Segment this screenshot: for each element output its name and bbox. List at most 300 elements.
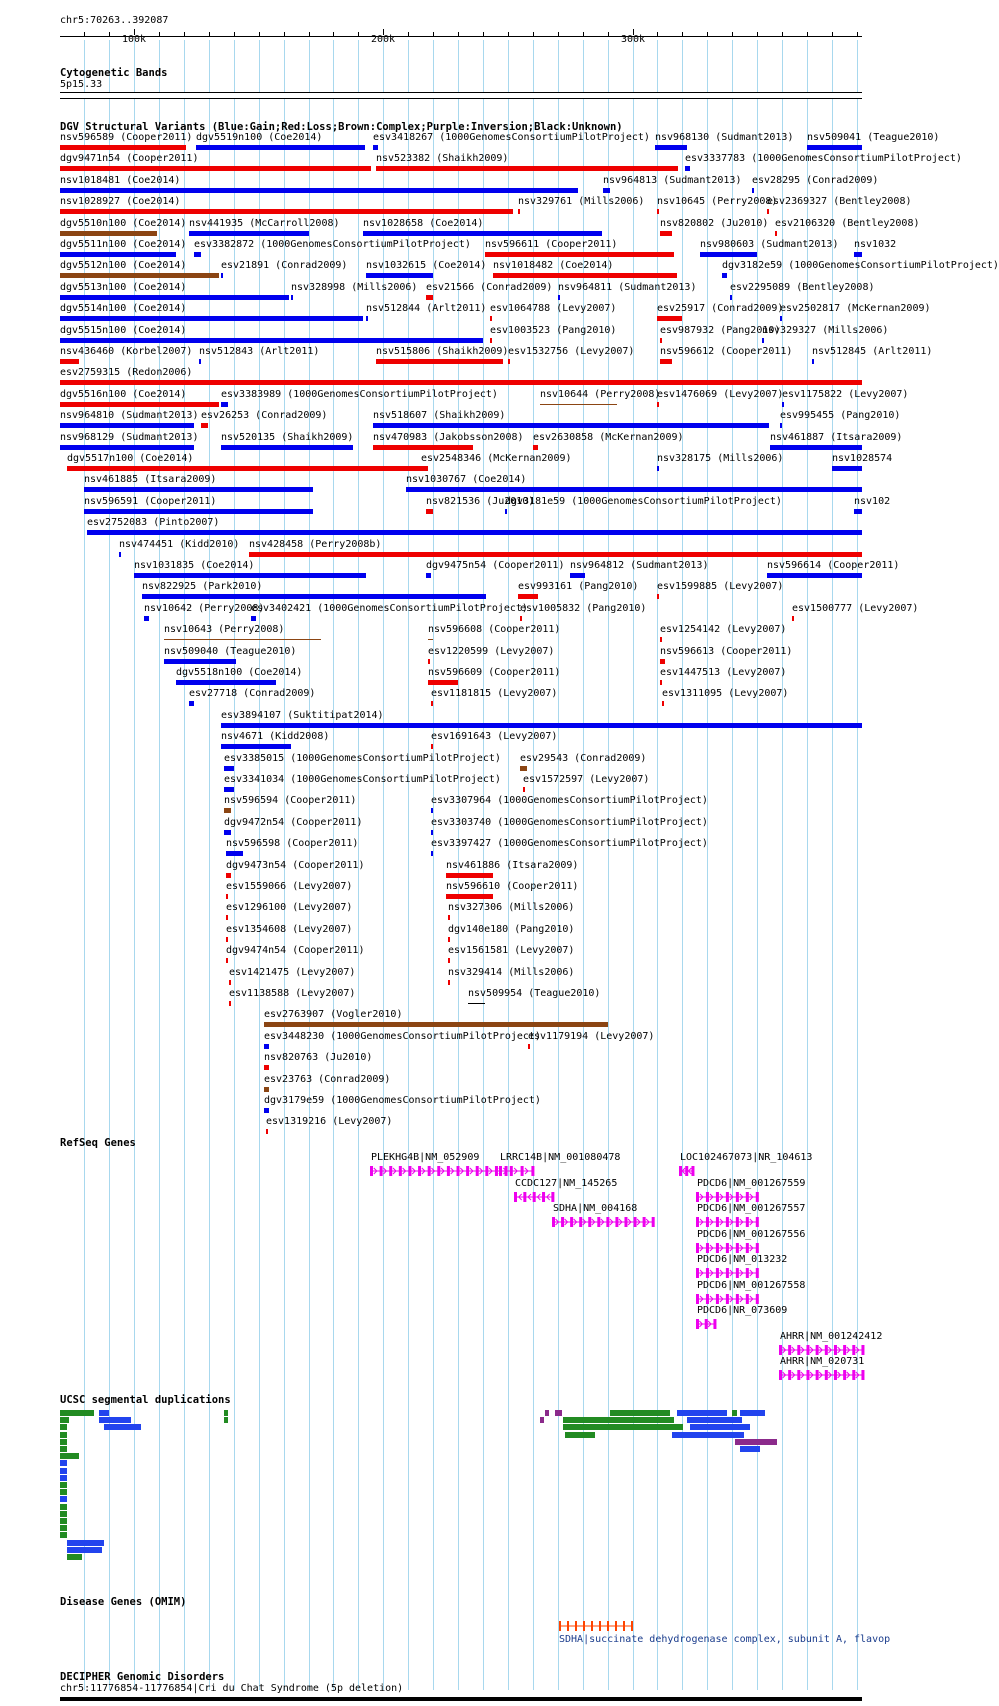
gene-label[interactable]: PDCD6|NM_001267559 xyxy=(697,1178,806,1189)
variant-bar[interactable] xyxy=(428,639,433,640)
variant-bar[interactable] xyxy=(520,766,527,771)
variant-bar[interactable] xyxy=(508,359,510,364)
variant-label[interactable]: nsv509040 (Teague2010) xyxy=(164,646,297,657)
variant-label[interactable]: esv3402421 (1000GenomesConsortiumPilotProject) xyxy=(251,603,528,614)
segdup-block[interactable] xyxy=(565,1432,595,1438)
variant-label[interactable]: esv3418267 (1000GenomesConsortiumPilotProject) xyxy=(373,132,650,143)
variant-label[interactable]: esv987932 (Pang2010) xyxy=(660,325,781,336)
variant-label[interactable]: dgv9475n54 (Cooper2011) xyxy=(426,560,565,571)
variant-label[interactable]: nsv821536 (Ju2010) xyxy=(426,496,535,507)
variant-bar[interactable] xyxy=(266,1129,268,1134)
variant-bar[interactable] xyxy=(528,1044,530,1049)
variant-label[interactable]: esv3382872 (1000GenomesConsortiumPilotProject) xyxy=(194,239,471,250)
segdup-block[interactable] xyxy=(224,1410,228,1416)
variant-bar[interactable] xyxy=(87,530,862,535)
variant-bar[interactable] xyxy=(142,594,486,599)
variant-bar[interactable] xyxy=(224,830,231,835)
gene-model[interactable] xyxy=(371,1165,508,1177)
segdup-block[interactable] xyxy=(60,1439,67,1445)
segdup-block[interactable] xyxy=(60,1532,67,1538)
variant-label[interactable]: esv26253 (Conrad2009) xyxy=(201,410,328,421)
variant-label[interactable]: esv1559066 (Levy2007) xyxy=(226,881,353,892)
variant-bar[interactable] xyxy=(448,958,450,963)
segdup-block[interactable] xyxy=(99,1410,109,1416)
variant-label[interactable]: nsv596608 (Cooper2011) xyxy=(428,624,561,635)
variant-label[interactable]: dgv5519n100 (Coe2014) xyxy=(196,132,323,143)
variant-label[interactable]: esv2763907 (Vogler2010) xyxy=(264,1009,403,1020)
variant-label[interactable]: dgv5511n100 (Coe2014) xyxy=(60,239,187,250)
variant-bar[interactable] xyxy=(67,466,421,471)
variant-label[interactable]: esv1447513 (Levy2007) xyxy=(660,667,787,678)
gene-label[interactable]: LRRC14B|NM_001080478 xyxy=(500,1152,621,1163)
segdup-block[interactable] xyxy=(60,1511,67,1517)
gene-label[interactable]: AHRR|NM_001242412 xyxy=(780,1331,883,1342)
segdup-block[interactable] xyxy=(637,1417,674,1423)
variant-bar[interactable] xyxy=(752,188,754,193)
variant-label[interactable]: nsv968130 (Sudmant2013) xyxy=(655,132,794,143)
variant-label[interactable]: nsv596614 (Cooper2011) xyxy=(767,560,900,571)
variant-bar[interactable] xyxy=(446,894,493,899)
variant-label[interactable]: dgv5512n100 (Coe2014) xyxy=(60,260,187,271)
variant-label[interactable]: esv1138588 (Levy2007) xyxy=(229,988,356,999)
variant-label[interactable]: nsv596611 (Cooper2011) xyxy=(485,239,618,250)
variant-bar[interactable] xyxy=(60,359,79,364)
variant-bar[interactable] xyxy=(660,659,665,664)
segdup-block[interactable] xyxy=(104,1424,141,1430)
variant-label[interactable]: nsv596610 (Cooper2011) xyxy=(446,881,579,892)
variant-bar[interactable] xyxy=(657,594,659,599)
variant-bar[interactable] xyxy=(660,637,662,642)
variant-bar[interactable] xyxy=(84,487,313,492)
variant-label[interactable]: esv993161 (Pang2010) xyxy=(518,581,639,592)
variant-label[interactable]: esv1421475 (Levy2007) xyxy=(229,967,356,978)
segdup-block[interactable] xyxy=(60,1453,79,1459)
variant-label[interactable]: esv3894107 (Suktitipat2014) xyxy=(221,710,384,721)
segdup-block[interactable] xyxy=(740,1446,760,1452)
variant-bar[interactable] xyxy=(518,594,538,599)
variant-label[interactable]: nsv436460 (Korbel2007) xyxy=(60,346,193,357)
variant-bar[interactable] xyxy=(264,1022,608,1027)
variant-bar[interactable] xyxy=(221,273,223,278)
gene-model[interactable] xyxy=(697,1267,759,1279)
variant-bar[interactable] xyxy=(196,145,365,150)
variant-bar[interactable] xyxy=(406,487,862,492)
gene-label[interactable]: PDCD6|NR_073609 xyxy=(697,1305,788,1316)
variant-label[interactable]: nsv1018482 (Coe2014) xyxy=(493,260,614,271)
variant-label[interactable]: nsv509954 (Teague2010) xyxy=(468,988,601,999)
variant-label[interactable]: dgv5515n100 (Coe2014) xyxy=(60,325,187,336)
segdup-block[interactable] xyxy=(540,1417,544,1423)
variant-bar[interactable] xyxy=(251,616,256,621)
segdup-block[interactable] xyxy=(67,1540,104,1546)
gene-model[interactable] xyxy=(680,1165,694,1177)
variant-label[interactable]: esv27718 (Conrad2009) xyxy=(189,688,316,699)
variant-bar[interactable] xyxy=(660,338,662,343)
variant-label[interactable]: esv2752083 (Pinto2007) xyxy=(87,517,220,528)
segdup-block[interactable] xyxy=(60,1468,67,1474)
variant-label[interactable]: nsv968129 (Sudmant2013) xyxy=(60,432,199,443)
variant-label[interactable]: nsv329327 (Mills2006) xyxy=(762,325,889,336)
variant-label[interactable]: esv1354608 (Levy2007) xyxy=(226,924,353,935)
variant-bar[interactable] xyxy=(194,252,201,257)
variant-label[interactable]: esv25917 (Conrad2009) xyxy=(657,303,784,314)
variant-label[interactable]: esv23763 (Conrad2009) xyxy=(264,1074,391,1085)
variant-bar[interactable] xyxy=(60,273,219,278)
variant-bar[interactable] xyxy=(490,338,492,343)
segdup-block[interactable] xyxy=(672,1432,744,1438)
variant-bar[interactable] xyxy=(657,402,659,407)
variant-bar[interactable] xyxy=(226,873,231,878)
variant-bar[interactable] xyxy=(426,295,433,300)
gene-label[interactable]: PDCD6|NM_013232 xyxy=(697,1254,788,1265)
variant-bar[interactable] xyxy=(485,252,674,257)
variant-bar[interactable] xyxy=(431,851,433,856)
variant-label[interactable]: esv2759315 (Redon2006) xyxy=(60,367,193,378)
variant-label[interactable]: nsv328998 (Mills2006) xyxy=(291,282,418,293)
gene-label[interactable]: PDCD6|NM_001267557 xyxy=(697,1203,806,1214)
gene-label[interactable]: CCDC127|NM_145265 xyxy=(515,1178,618,1189)
variant-bar[interactable] xyxy=(264,1044,269,1049)
variant-label[interactable]: esv3307964 (1000GenomesConsortiumPilotProject) xyxy=(431,795,708,806)
segdup-block[interactable] xyxy=(690,1424,750,1430)
variant-label[interactable]: esv29543 (Conrad2009) xyxy=(520,753,647,764)
gene-label[interactable]: SDHA|NM_004168 xyxy=(553,1203,638,1214)
variant-bar[interactable] xyxy=(780,423,782,428)
variant-bar[interactable] xyxy=(431,744,433,749)
variant-label[interactable]: dgv3182e59 (1000GenomesConsortiumPilotProject) xyxy=(722,260,999,271)
variant-bar[interactable] xyxy=(60,338,483,343)
variant-bar[interactable] xyxy=(428,659,430,664)
variant-bar[interactable] xyxy=(490,316,492,321)
variant-label[interactable]: nsv329761 (Mills2006) xyxy=(518,196,645,207)
gene-label[interactable]: PDCD6|NM_001267558 xyxy=(697,1280,806,1291)
gene-model[interactable] xyxy=(780,1369,864,1381)
variant-label[interactable]: dgv5517n100 (Coe2014) xyxy=(67,453,194,464)
variant-bar[interactable] xyxy=(366,316,368,321)
variant-label[interactable]: nsv596598 (Cooper2011) xyxy=(226,838,359,849)
segdup-block[interactable] xyxy=(687,1417,742,1423)
variant-label[interactable]: esv2548346 (McKernan2009) xyxy=(421,453,572,464)
variant-label[interactable]: nsv596613 (Cooper2011) xyxy=(660,646,793,657)
variant-label[interactable]: esv1532756 (Levy2007) xyxy=(508,346,635,357)
variant-bar[interactable] xyxy=(164,659,236,664)
variant-label[interactable]: dgv5516n100 (Coe2014) xyxy=(60,389,187,400)
variant-bar[interactable] xyxy=(249,552,862,557)
variant-label[interactable]: esv3397427 (1000GenomesConsortiumPilotProject) xyxy=(431,838,708,849)
variant-label[interactable]: esv3383989 (1000GenomesConsortiumPilotProject) xyxy=(221,389,498,400)
variant-label[interactable]: nsv820763 (Ju2010) xyxy=(264,1052,373,1063)
variant-label[interactable]: dgv5510n100 (Coe2014) xyxy=(60,218,187,229)
variant-label[interactable]: esv2295089 (Bentley2008) xyxy=(730,282,875,293)
variant-label[interactable]: nsv980603 (Sudmant2013) xyxy=(700,239,839,250)
variant-bar[interactable] xyxy=(373,423,769,428)
segdup-block[interactable] xyxy=(740,1410,765,1416)
variant-bar[interactable] xyxy=(770,445,862,450)
variant-label[interactable]: nsv1028574 xyxy=(832,453,893,464)
segdup-block[interactable] xyxy=(60,1496,67,1502)
variant-bar[interactable] xyxy=(570,573,585,578)
variant-label[interactable]: nsv10645 (Perry2008) xyxy=(657,196,778,207)
variant-bar[interactable] xyxy=(730,295,732,300)
variant-bar[interactable] xyxy=(229,1001,231,1006)
variant-label[interactable]: dgv140e180 (Pang2010) xyxy=(448,924,575,935)
variant-label[interactable]: nsv1030767 (Coe2014) xyxy=(406,474,527,485)
variant-bar[interactable] xyxy=(224,787,234,792)
variant-bar[interactable] xyxy=(226,894,228,899)
variant-bar[interactable] xyxy=(60,402,219,407)
variant-bar[interactable] xyxy=(832,466,862,471)
variant-bar[interactable] xyxy=(603,188,610,193)
variant-label[interactable]: nsv512844 (Arlt2011) xyxy=(366,303,487,314)
variant-label[interactable]: dgv9471n54 (Cooper2011) xyxy=(60,153,199,164)
variant-bar[interactable] xyxy=(780,316,782,321)
variant-bar[interactable] xyxy=(226,937,228,942)
variant-bar[interactable] xyxy=(431,808,433,813)
variant-bar[interactable] xyxy=(807,145,862,150)
segdup-block[interactable] xyxy=(735,1439,777,1445)
variant-bar[interactable] xyxy=(376,166,678,171)
variant-label[interactable]: nsv520135 (Shaikh2009) xyxy=(221,432,354,443)
variant-bar[interactable] xyxy=(176,680,276,685)
variant-label[interactable]: nsv1028927 (Coe2014) xyxy=(60,196,181,207)
gene-label[interactable]: LOC102467073|NR_104613 xyxy=(680,1152,813,1163)
variant-bar[interactable] xyxy=(431,830,433,835)
variant-label[interactable]: nsv428458 (Perry2008b) xyxy=(249,539,382,550)
variant-bar[interactable] xyxy=(767,573,862,578)
variant-bar[interactable] xyxy=(60,209,513,214)
variant-bar[interactable] xyxy=(775,231,777,236)
variant-bar[interactable] xyxy=(762,338,764,343)
variant-bar[interactable] xyxy=(657,466,659,471)
variant-bar[interactable] xyxy=(421,466,428,471)
variant-bar[interactable] xyxy=(558,295,560,300)
segdup-block[interactable] xyxy=(60,1446,67,1452)
variant-label[interactable]: dgv3181e59 (1000GenomesConsortiumPilotProject) xyxy=(505,496,782,507)
variant-label[interactable]: esv2502817 (McKernan2009) xyxy=(780,303,931,314)
variant-label[interactable]: dgv9474n54 (Cooper2011) xyxy=(226,945,365,956)
variant-label[interactable]: nsv515806 (Shaikh2009) xyxy=(376,346,509,357)
variant-label[interactable]: nsv518607 (Shaikh2009) xyxy=(373,410,506,421)
variant-bar[interactable] xyxy=(199,359,201,364)
variant-bar[interactable] xyxy=(264,1087,269,1092)
variant-bar[interactable] xyxy=(60,380,862,385)
segdup-block[interactable] xyxy=(60,1410,94,1416)
variant-label[interactable]: nsv470983 (Jakobsson2008) xyxy=(373,432,524,443)
variant-label[interactable]: nsv509041 (Teague2010) xyxy=(807,132,940,143)
segdup-block[interactable] xyxy=(60,1475,67,1481)
variant-label[interactable]: esv1561581 (Levy2007) xyxy=(448,945,575,956)
variant-bar[interactable] xyxy=(60,166,371,171)
variant-label[interactable]: nsv461887 (Itsara2009) xyxy=(770,432,903,443)
variant-label[interactable]: nsv822925 (Park2010) xyxy=(142,581,263,592)
variant-bar[interactable] xyxy=(426,509,433,514)
variant-bar[interactable] xyxy=(373,145,378,150)
gene-model[interactable] xyxy=(697,1216,759,1228)
variant-label[interactable]: esv1572597 (Levy2007) xyxy=(523,774,650,785)
variant-label[interactable]: nsv964811 (Sudmant2013) xyxy=(558,282,697,293)
variant-label[interactable]: dgv9472n54 (Cooper2011) xyxy=(224,817,363,828)
omim-gene-glyph[interactable] xyxy=(559,1620,639,1632)
variant-label[interactable]: nsv10643 (Perry2008) xyxy=(164,624,285,635)
variant-bar[interactable] xyxy=(657,316,682,321)
variant-bar[interactable] xyxy=(229,980,231,985)
omim-gene-label[interactable]: SDHA|succinate dehydrogenase complex, subunit A, flavop xyxy=(559,1634,891,1645)
variant-bar[interactable] xyxy=(201,423,208,428)
variant-bar[interactable] xyxy=(660,231,672,236)
segdup-block[interactable] xyxy=(60,1432,67,1438)
variant-bar[interactable] xyxy=(448,915,450,920)
variant-bar[interactable] xyxy=(792,616,794,621)
segdup-block[interactable] xyxy=(610,1410,670,1416)
variant-bar[interactable] xyxy=(722,273,727,278)
cyto-band-bar[interactable] xyxy=(60,92,862,99)
variant-label[interactable]: esv995455 (Pang2010) xyxy=(780,410,901,421)
variant-bar[interactable] xyxy=(685,166,690,171)
variant-label[interactable]: esv21891 (Conrad2009) xyxy=(221,260,348,271)
variant-bar[interactable] xyxy=(363,231,602,236)
variant-bar[interactable] xyxy=(189,231,309,236)
variant-label[interactable]: nsv964810 (Sudmant2013) xyxy=(60,410,199,421)
variant-label[interactable]: esv2106320 (Bentley2008) xyxy=(775,218,920,229)
variant-bar[interactable] xyxy=(60,231,157,236)
variant-bar[interactable] xyxy=(60,145,186,150)
variant-label[interactable]: esv1691643 (Levy2007) xyxy=(431,731,558,742)
variant-bar[interactable] xyxy=(226,958,228,963)
segdup-block[interactable] xyxy=(545,1410,549,1416)
variant-label[interactable]: esv1599885 (Levy2007) xyxy=(657,581,784,592)
decipher-label[interactable]: chr5:11776854-11776854|Cri du Chat Syndrome (5p deletion) xyxy=(60,1683,404,1694)
variant-label[interactable]: esv1500777 (Levy2007) xyxy=(792,603,919,614)
gene-model[interactable] xyxy=(780,1344,864,1356)
variant-bar[interactable] xyxy=(60,316,363,321)
variant-label[interactable]: esv28295 (Conrad2009) xyxy=(752,175,879,186)
variant-bar[interactable] xyxy=(493,273,677,278)
variant-bar[interactable] xyxy=(221,744,291,749)
decipher-bar[interactable] xyxy=(60,1697,862,1701)
variant-label[interactable]: nsv523382 (Shaikh2009) xyxy=(376,153,509,164)
segdup-block[interactable] xyxy=(732,1410,737,1416)
variant-label[interactable]: esv2630858 (McKernan2009) xyxy=(533,432,684,443)
variant-label[interactable]: nsv512845 (Arlt2011) xyxy=(812,346,933,357)
variant-label[interactable]: nsv1032 xyxy=(854,239,897,250)
gene-model[interactable] xyxy=(553,1216,655,1228)
variant-label[interactable]: nsv820802 (Ju2010) xyxy=(660,218,769,229)
variant-label[interactable]: nsv10644 (Perry2008) xyxy=(540,389,661,400)
variant-label[interactable]: nsv512843 (Arlt2011) xyxy=(199,346,320,357)
variant-bar[interactable] xyxy=(518,209,520,214)
variant-label[interactable]: esv1220599 (Levy2007) xyxy=(428,646,555,657)
variant-bar[interactable] xyxy=(221,723,862,728)
variant-label[interactable]: esv1175822 (Levy2007) xyxy=(782,389,909,400)
variant-label[interactable]: nsv4671 (Kidd2008) xyxy=(221,731,330,742)
variant-bar[interactable] xyxy=(520,616,522,621)
variant-label[interactable]: nsv328175 (Mills2006) xyxy=(657,453,784,464)
variant-label[interactable]: dgv5518n100 (Coe2014) xyxy=(176,667,303,678)
variant-bar[interactable] xyxy=(854,252,862,257)
variant-label[interactable]: nsv329414 (Mills2006) xyxy=(448,967,575,978)
gene-label[interactable]: PDCD6|NM_001267556 xyxy=(697,1229,806,1240)
variant-bar[interactable] xyxy=(700,252,757,257)
variant-label[interactable]: esv3341034 (1000GenomesConsortiumPilotProject) xyxy=(224,774,501,785)
gene-label[interactable]: AHRR|NM_020731 xyxy=(780,1356,865,1367)
segdup-block[interactable] xyxy=(677,1410,727,1416)
variant-label[interactable]: nsv596594 (Cooper2011) xyxy=(224,795,357,806)
variant-bar[interactable] xyxy=(84,509,313,514)
variant-label[interactable]: nsv10642 (Perry2008) xyxy=(144,603,265,614)
variant-label[interactable]: esv21566 (Conrad2009) xyxy=(426,282,553,293)
variant-bar[interactable] xyxy=(60,445,194,450)
variant-label[interactable]: nsv102 xyxy=(854,496,891,507)
variant-label[interactable]: nsv596612 (Cooper2011) xyxy=(660,346,793,357)
variant-bar[interactable] xyxy=(448,980,450,985)
variant-bar[interactable] xyxy=(533,445,538,450)
variant-bar[interactable] xyxy=(376,359,503,364)
variant-bar[interactable] xyxy=(662,701,664,706)
gene-model[interactable] xyxy=(500,1165,534,1177)
variant-bar[interactable] xyxy=(60,295,289,300)
variant-label[interactable]: esv1179194 (Levy2007) xyxy=(528,1031,655,1042)
variant-bar[interactable] xyxy=(431,701,433,706)
gene-model[interactable] xyxy=(697,1293,759,1305)
variant-bar[interactable] xyxy=(448,937,450,942)
segdup-block[interactable] xyxy=(563,1424,683,1430)
variant-label[interactable]: nsv1018481 (Coe2014) xyxy=(60,175,181,186)
variant-label[interactable]: esv3337783 (1000GenomesConsortiumPilotProject) xyxy=(685,153,962,164)
gene-model[interactable] xyxy=(697,1242,759,1254)
variant-label[interactable]: esv1005832 (Pang2010) xyxy=(520,603,647,614)
variant-label[interactable]: esv3385015 (1000GenomesConsortiumPilotProject) xyxy=(224,753,501,764)
variant-label[interactable]: nsv441935 (McCarroll2008) xyxy=(189,218,340,229)
segdup-block[interactable] xyxy=(60,1504,67,1510)
variant-label[interactable]: dgv3179e59 (1000GenomesConsortiumPilotProject) xyxy=(264,1095,541,1106)
segdup-block[interactable] xyxy=(224,1417,228,1423)
variant-bar[interactable] xyxy=(446,873,493,878)
variant-bar[interactable] xyxy=(540,404,617,405)
variant-label[interactable]: dgv5514n100 (Coe2014) xyxy=(60,303,187,314)
variant-bar[interactable] xyxy=(812,359,814,364)
variant-bar[interactable] xyxy=(144,616,149,621)
variant-bar[interactable] xyxy=(505,509,507,514)
variant-bar[interactable] xyxy=(291,295,293,300)
segdup-block[interactable] xyxy=(67,1554,82,1560)
variant-bar[interactable] xyxy=(264,1108,269,1113)
variant-label[interactable]: esv3448230 (1000GenomesConsortiumPilotProject) xyxy=(264,1031,541,1042)
variant-bar[interactable] xyxy=(226,851,243,856)
variant-bar[interactable] xyxy=(782,402,784,407)
segdup-block[interactable] xyxy=(60,1417,69,1423)
segdup-block[interactable] xyxy=(555,1410,562,1416)
variant-bar[interactable] xyxy=(655,145,687,150)
variant-bar[interactable] xyxy=(60,423,194,428)
variant-label[interactable]: nsv596589 (Cooper2011) xyxy=(60,132,193,143)
variant-label[interactable]: nsv964812 (Sudmant2013) xyxy=(570,560,709,571)
segdup-block[interactable] xyxy=(563,1417,638,1423)
variant-label[interactable]: nsv1031835 (Coe2014) xyxy=(134,560,255,571)
gene-model[interactable] xyxy=(697,1191,759,1203)
variant-bar[interactable] xyxy=(119,552,121,557)
segdup-block[interactable] xyxy=(60,1460,67,1466)
segdup-block[interactable] xyxy=(60,1525,67,1531)
variant-bar[interactable] xyxy=(221,402,228,407)
variant-bar[interactable] xyxy=(428,680,458,685)
variant-bar[interactable] xyxy=(264,1065,269,1070)
variant-label[interactable]: nsv596609 (Cooper2011) xyxy=(428,667,561,678)
variant-bar[interactable] xyxy=(366,273,433,278)
variant-bar[interactable] xyxy=(226,915,228,920)
variant-label[interactable]: nsv1032615 (Coe2014) xyxy=(366,260,487,271)
variant-bar[interactable] xyxy=(134,573,366,578)
variant-bar[interactable] xyxy=(224,766,234,771)
